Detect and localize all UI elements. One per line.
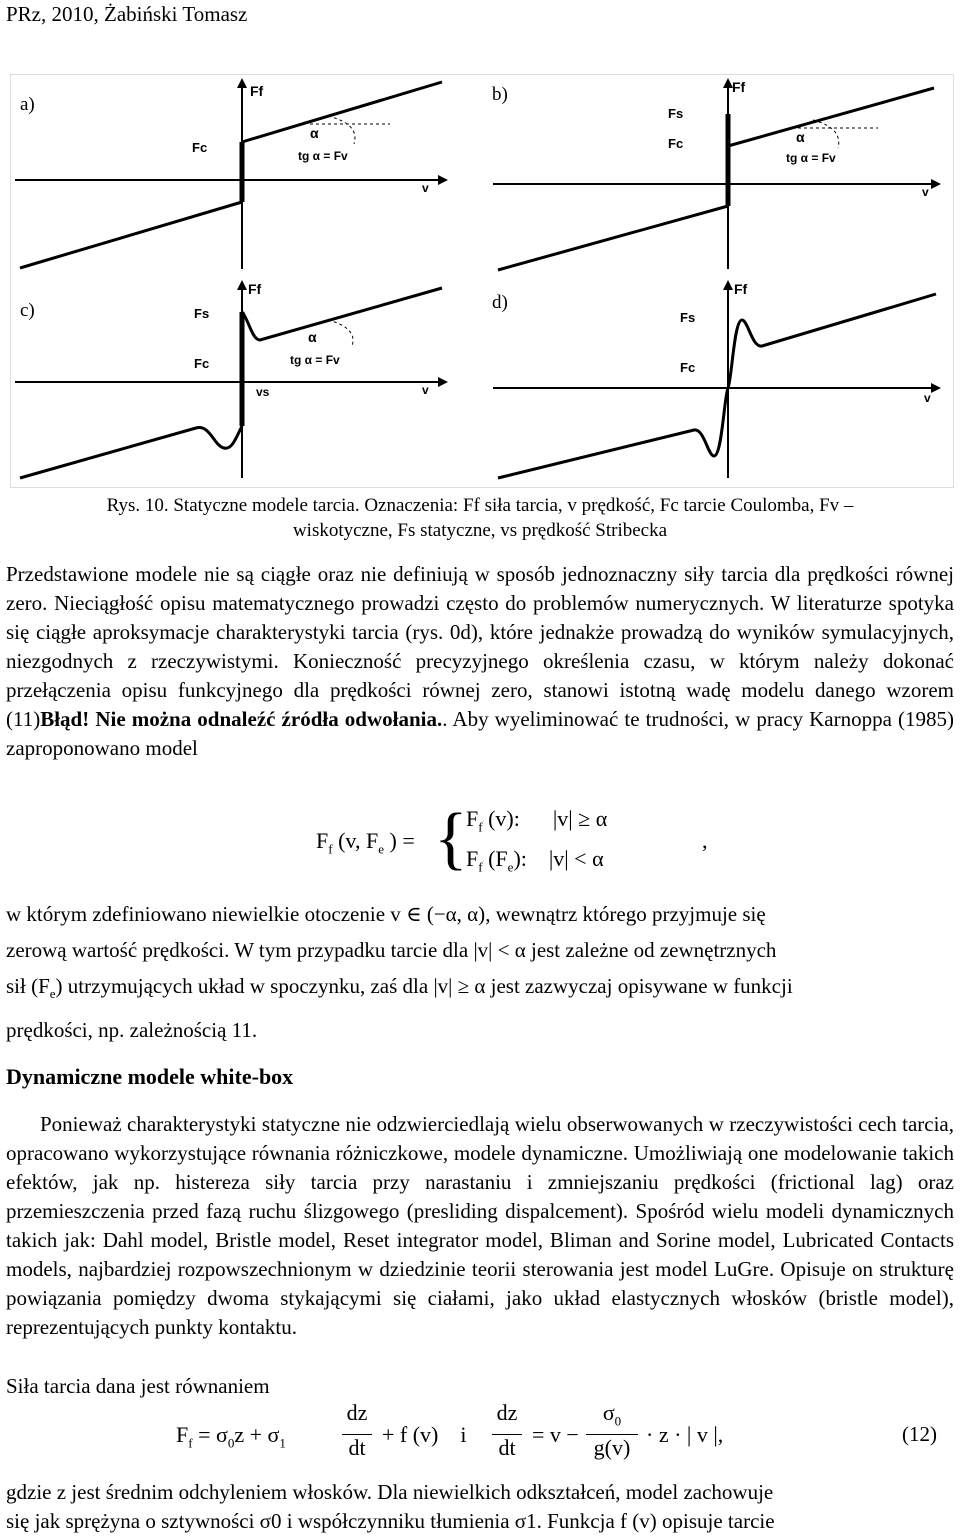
label-vs-c: vs [256,385,270,399]
label-ff-b: Ff [732,79,746,95]
paragraph-4: Siła tarcia dana jest równaniem [6,1374,270,1398]
panel-label-d: d) [492,292,508,313]
label-v-c: v [422,383,429,397]
paragraph-5-line2: się jak sprężyna o sztywności σ0 i współczynniku tłumienia σ1. Funkcja f (v) opisuje tarcie [6,1509,775,1533]
label-fs-c: Fs [194,306,210,321]
label-alpha-b: α [796,129,805,145]
label-fc-b: Fc [668,136,684,151]
label-fs-d: Fs [680,310,696,325]
label-fc: Fc [192,140,208,155]
page-header: PRz, 2010, Żabiński Tomasz [6,2,248,26]
paragraph-3: Ponieważ charakterystyki statyczne nie odzwierciedlają wielu obserwowanych w rzeczywistości cech tarcia, opracowano wykorzystujące równania różniczkowe, modele dynamiczne. Umożliwiają one modelowanie takich efektów, jak np. histereza siły tarcia przy narastaniu i zmniejszaniu prędkości (frictional lag) oraz przemieszczenia przed fazą ruchu ślizgowego (presliding dispalcement). Spośród wielu modeli dynamicznych takich jak: Dahl model, Bristle model, Reset integrator model, Bliman and Sorine model, Lubricated Contacts models, najbardziej rozpowszechnionym w dziedzinie teorii sterowania jest model LuGre. Opisuje on strukturę powiązania pomiędzy dwoma stykającymi się ciałami, jako układ elastycznych włosków (bristle model), reprezentujących punkty kontaktu. [6,1112,954,1339]
label-fc-c: Fc [194,356,210,371]
equation-karnopp: $F_f$ (v, $F_e$ ) = { $F_f$ (v): |v| ≥ α $F_f$ $(F_e)$: |v| < α , [316,800,708,877]
paragraph-2: w którym zdefiniowano niewielkie otoczenie v ∈ (−α, α), wewnątrz którego przyjmuje się zerową wartość prędkości. W tym przypadku tarcie dla |v| < α jest zależne od zewnętrznych sił $(F_e)$ utrzymujących układ w spoczynku, zaś dla |v| ≥ α jest zazwyczaj opisywane w funkcji prędkości, np. zależnością 11. [6,902,793,1043]
equation-number: (12) [902,1422,937,1446]
label-v-d: v [924,391,931,405]
equation-lugre: $F_f = \sigma_0z + \sigma_1$ dz dt + f (v) i dz dt = v − $\sigma_0$ g(v) · z · | v |, [176,1400,724,1460]
label-alpha-c: α [308,329,317,345]
label-alpha: α [310,125,319,141]
label-ff-d: Ff [734,281,748,297]
figure-caption-line1: Rys. 10. Statyczne modele tarcia. Oznaczenia: Ff siła tarcia, v prędkość, Fc tarcie Coulomba, Fv – [106,495,854,516]
plot-a [10,74,450,274]
section-title: Dynamiczne modele white-box [6,1064,294,1089]
label-tg-b: tg α = Fv [786,151,836,165]
panel-label-c: c) [20,300,35,321]
p2-a: w którym zdefiniowano niewielkie otoczenie [6,902,386,926]
paragraph-1 [6,560,954,763]
label-fc-d: Fc [680,360,696,375]
plot-d [488,278,943,484]
p2-g: jest zazwyczaj opisywane w funkcji [490,974,793,998]
label-tg: tg α = Fv [298,149,348,163]
plot-c [10,278,450,484]
p2-d: jest zależne od zewnętrznych [530,938,777,962]
paragraph-5-line1: gdzie z jest średnim odchyleniem włosków. Dla niewielkich odkształceń, model zachowuje [6,1480,774,1504]
label-v: v [422,181,429,195]
p2-e: sił (F [6,974,50,998]
panel-label-a: a) [20,94,35,115]
p2-f: ) utrzymujących układ w spoczynku, zaś dla [55,974,429,998]
figure-caption-line2: wiskotyczne, Fs statyczne, vs prędkość Stribecka [292,520,668,541]
panel-label-b: b) [492,84,508,105]
label-ff: Ff [250,83,264,99]
paragraph-1-tail: . Aby wyeliminować te trudności, w pracy Karnoppa (1985) zaproponowano model [6,707,954,760]
label-ff-c: Ff [248,281,262,297]
label-fs-b: Fs [668,106,684,121]
p2-b: , wewnątrz którego przyjmuje się [485,902,766,926]
plot-b [488,74,943,274]
paragraph-1-text: Przedstawione modele nie są ciągłe oraz nie definiują w sposób jednoznaczny siły tarcia dla prędkości równej zero. Nieciągłość opisu matematycznego prowadzi często do problemów numerycznych. W literaturze spotyka się ciągłe aproksymacje charakterystyki tarcia (rys. 0d), które jednakże prowadzą do wyników symulacyjnych, niezgodnych z rzeczywistymi. Konieczność precyzyjnego określenia czasu, w którym należy dokonać przełączenia opisu funkcyjnego dla prędkości równej zero, stanowi istotną wadę modelu danego wzorem (11) [6,562,954,731]
p2-h: prędkości, np. zależnością 11. [6,1018,258,1043]
error-reference: Błąd! Nie można odnaleźć źródła odwołania. [40,707,443,731]
p2-c: zerową wartość prędkości. W tym przypadku tarcie dla [6,938,469,962]
label-tg-c: tg α = Fv [290,353,340,367]
label-v-b: v [922,185,929,199]
